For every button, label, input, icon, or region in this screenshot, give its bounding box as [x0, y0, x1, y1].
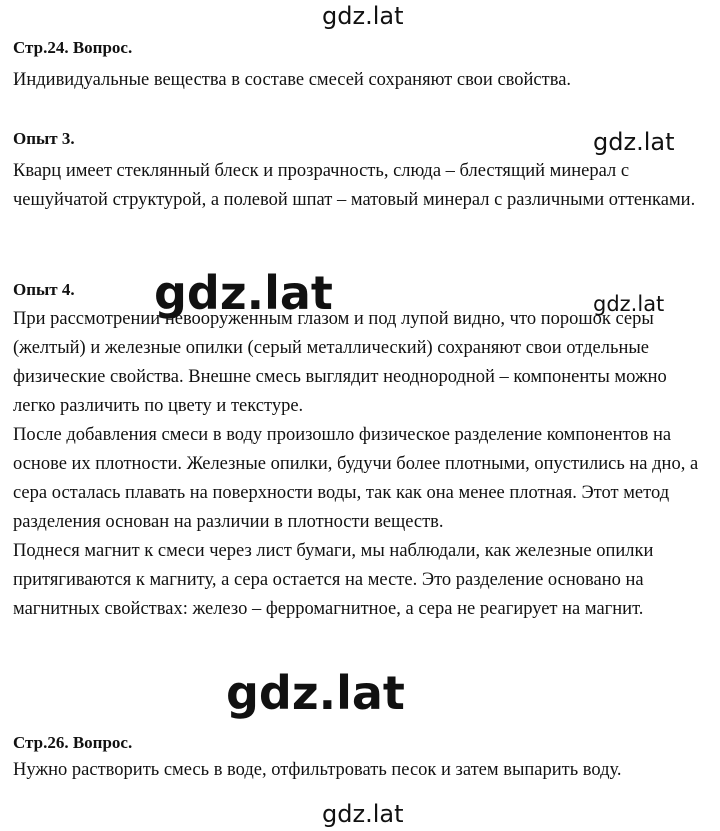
- section-heading: Стр.26. Вопрос.: [13, 733, 133, 752]
- section-experiment-3: [13, 129, 713, 215]
- watermark-large-2: gdz.lat: [226, 666, 405, 720]
- section-paragraph: Кварц имеет стеклянный блеск и прозрачность, слюда – блестящий минерал с чешуйчатой структурой, а полевой шпат – матовый минерал с различными оттенками.: [13, 161, 696, 210]
- section-paragraph: После добавления смеси в воду произошло физическое разделение компонентов на основе их плотности. Железные опилки, будучи более плотными, опустились на дно, а сера осталась плавать на поверхности воды, так как она менее плотная. Этот метод разделения основан на различии в плотности веществ.: [13, 425, 699, 532]
- watermark-large-1: gdz.lat: [154, 266, 333, 320]
- watermark-right-2: gdz.lat: [593, 292, 665, 316]
- section-p24-question: [13, 38, 713, 95]
- section-paragraph: Поднеся магнит к смеси через лист бумаги, мы наблюдали, как железные опилки притягиваются к магниту, а сера остается на месте. Это разделение основано на магнитных свойствах: железо – ферромагнитное, а сера не реагирует на магнит.: [13, 541, 654, 619]
- section-p26-question: [13, 733, 713, 785]
- section-paragraph: Нужно растворить смесь в воде, отфильтровать песок и затем выпарить воду.: [13, 760, 622, 780]
- watermark-right-1: gdz.lat: [593, 128, 675, 156]
- section-experiment-4: [13, 280, 713, 624]
- watermark-top: gdz.lat: [322, 2, 404, 30]
- section-heading: Опыт 3.: [13, 129, 75, 148]
- watermark-bottom: gdz.lat: [322, 800, 404, 828]
- section-paragraph: Индивидуальные вещества в составе смесей сохраняют свои свойства.: [13, 70, 572, 90]
- section-paragraph: При рассмотрении невооруженным глазом и под лупой видно, что порошок серы (желтый) и железные опилки (серый металлический) сохраняют свои отдельные физические свойства. Внешне смесь выглядит неоднородной – компоненты можно легко различить по цвету и текстуре.: [13, 309, 667, 416]
- section-heading: Опыт 4.: [13, 280, 75, 299]
- section-heading: Стр.24. Вопрос.: [13, 38, 133, 57]
